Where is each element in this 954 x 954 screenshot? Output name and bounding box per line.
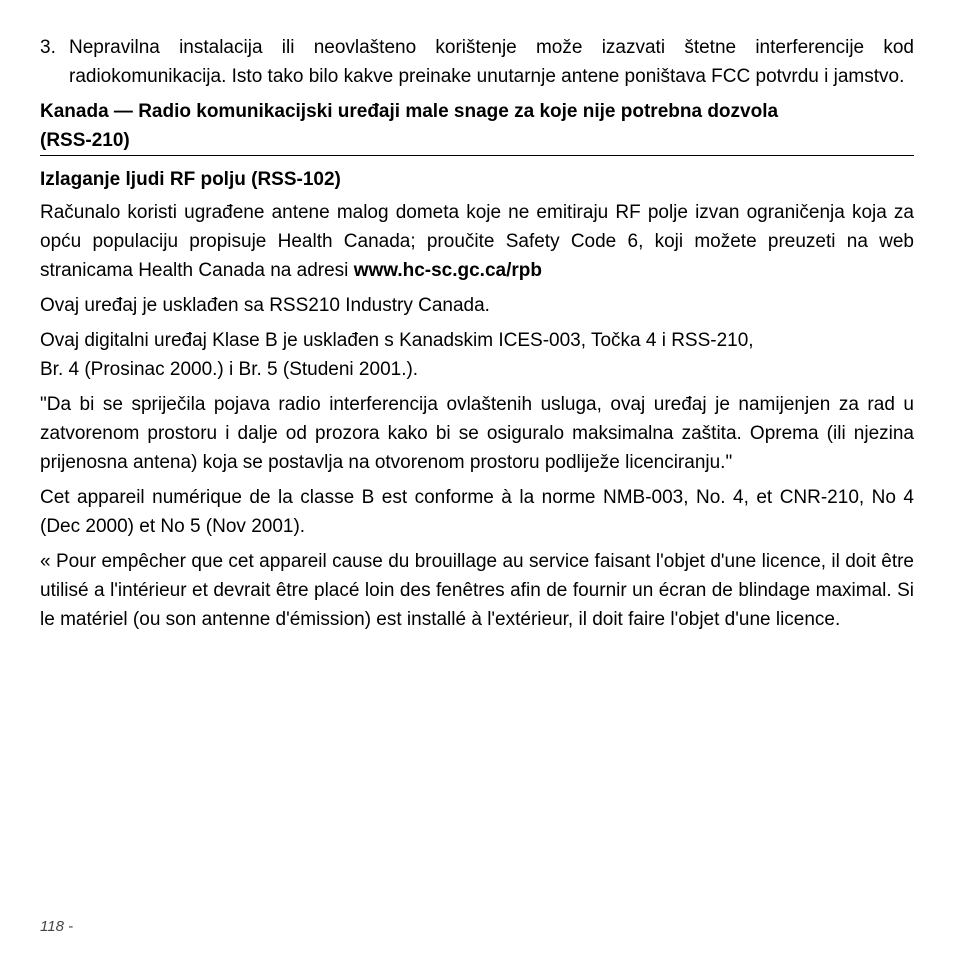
paragraph-interference-notice-fr: « Pour empêcher que cet appareil cause du brouillage au service faisant l'objet d'une licence, il doit être utilisé a l'intérieur et devrait être placé loin des fenêtres afin de fournir un écran de blindage maximal. Si le matériel (ou son antenne d'émission) est installé à l'extérieur, il doit faire l'objet d'une licence. [40, 551, 914, 630]
section-heading [40, 97, 914, 156]
document-page [40, 33, 914, 640]
paragraph-rss210-compliance: Ovaj uređaj je usklađen sa RSS210 Industry Canada. [40, 295, 490, 316]
numbered-list-item [40, 33, 914, 91]
paragraph-nmb003-fr: Cet appareil numérique de la classe B est conforme à la norme NMB-003, No. 4, et CNR-210, No 4 (Dec 2000) et No 5 (Nov 2001). [40, 487, 914, 537]
paragraph-health-canada-text: Računalo koristi ugrađene antene malog dometa koje ne emitiraju RF polje izvan ograničenja koja za opću populaciju propisuje Health Canada; proučite Safety Code 6, koji možete preuzeti na web stranicama Health Canada na adresi [40, 202, 914, 281]
list-number: 3. [40, 37, 56, 58]
paragraph-ices003-line2: Br. 4 (Prosinac 2000.) i Br. 5 (Studeni 2001.). [40, 359, 419, 380]
health-canada-url: www.hc-sc.gc.ca/rpb [353, 260, 542, 281]
list-item-text: Nepravilna instalacija ili neovlašteno korištenje može izazvati štetne interferencije kod radiokomunikacija. Isto tako bilo kakve preinake unutarnje antene poništava FCC potvrdu i jamstvo. [69, 37, 914, 87]
paragraph-interference-notice-hr: "Da bi se spriječila pojava radio interferencija ovlaštenih usluga, ovaj uređaj je namijenjen za rad u zatvorenom prostoru i dalje od prozora kako bi se osiguralo maksimalna zaštita. Oprema (ili njezina prijenosna antena) koja se postavlja na otvorenom prostoru podliježe licenciranju." [40, 394, 914, 473]
section-heading-line2: (RSS-210) [40, 130, 130, 151]
sub-heading: Izlaganje ljudi RF polju (RSS-102) [40, 169, 341, 190]
page-number: 118 - [40, 918, 74, 935]
paragraph-ices003 [40, 326, 914, 384]
paragraph-ices003-line1: Ovaj digitalni uređaj Klase B je usklađen s Kanadskim ICES-003, Točka 4 i RSS-210, [40, 330, 754, 351]
paragraph-health-canada [40, 198, 914, 285]
section-heading-line1: Kanada — Radio komunikacijski uređaji male snage za koje nije potrebna dozvola [40, 101, 779, 122]
